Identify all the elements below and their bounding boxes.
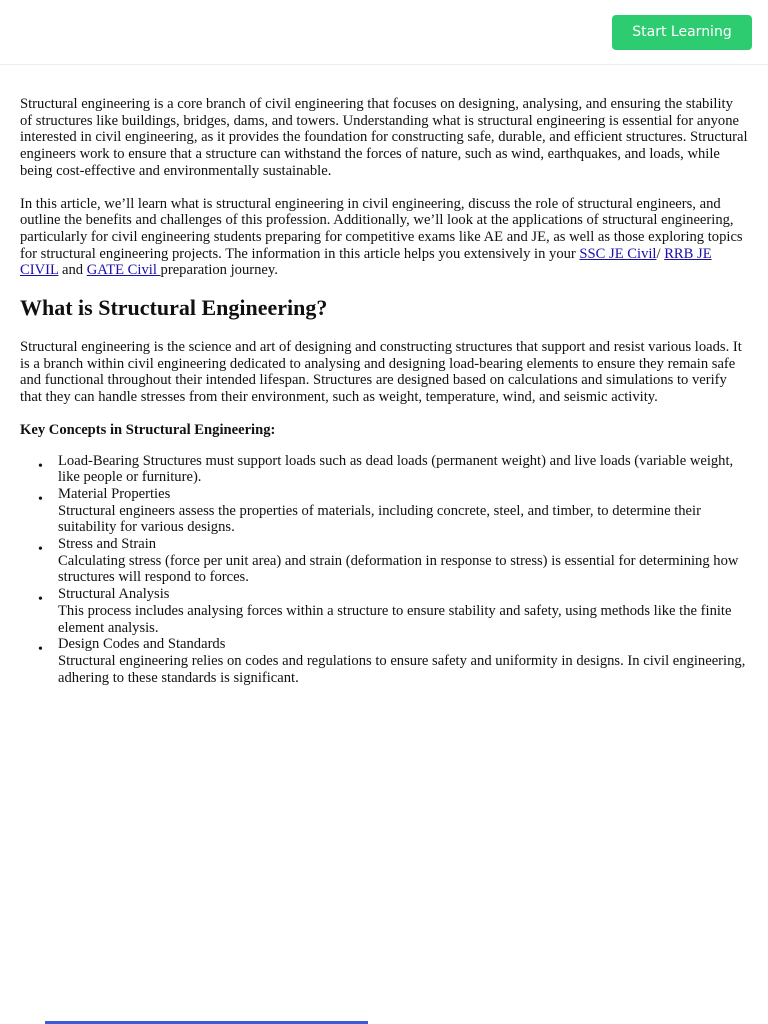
list-item xyxy=(20,486,748,536)
intro-paragraph-1: Structural engineering is a core branch of civil engineering that focuses on designing, analysing, and ensuring the stability of structures like buildings, bridges, dams, and towers. Understanding what is structural engineering is essential for anyone interested in civil engineering, as it provides the foundation for constructing safe, durable, and efficient structures. Structural engineers work to ensure that a structure can withstand the forces of nature, such as wind, earthquakes, and loads, while being cost-effective and environmentally sustainable. xyxy=(20,96,748,179)
list-item-title: Design Codes and Standards xyxy=(58,636,226,653)
list-item-body: Structural engineers assess the properties of materials, including concrete, steel, and timber, to determine their suitability for various designs. xyxy=(58,502,701,536)
list-item-title: Material Properties xyxy=(58,485,171,502)
bullet-icon: • xyxy=(38,458,43,474)
gate-civil-link[interactable]: GATE Civil xyxy=(86,262,161,279)
section-heading: What is Structural Engineering? xyxy=(20,295,328,321)
bullet-icon: • xyxy=(38,642,43,658)
list-item-body: Calculating stress (force per unit area) and strain (deformation in response to stress) is essential for determining how structures will respond to forces. xyxy=(58,552,739,586)
bullet-icon: • xyxy=(38,491,43,507)
rrb-je-civil-link[interactable]: RRB JE CIVIL xyxy=(20,245,712,279)
key-concepts-list xyxy=(20,453,748,687)
list-item xyxy=(20,586,748,636)
list-item xyxy=(20,453,748,486)
list-item-title: Load-Bearing Structures must support loads such as dead loads (permanent weight) and live loads (variable weight, like people or furniture). xyxy=(58,452,734,486)
list-item-title: Structural Analysis xyxy=(58,586,170,603)
list-item xyxy=(20,636,748,686)
list-item-body: This process includes analysing forces within a structure to ensure stability and safety, using methods like the finite element analysis. xyxy=(58,602,732,636)
list-item-body: Structural engineering relies on codes and regulations to ensure safety and uniformity in designs. In civil engineering, adhering to these standards is significant. xyxy=(58,652,746,686)
section-paragraph: Structural engineering is the science and art of designing and constructing structures that support and resist various loads. It is a branch within civil engineering dedicated to analysing and designing load-bearing elements to ensure they remain safe and functional throughout their intended lifespan. Structures are designed based on calculations and simulations to verify that they can handle stresses from their environment, such as weight, temperature, wind, and seismic activity. xyxy=(20,339,742,406)
article-content xyxy=(20,96,748,686)
start-learning-button[interactable]: Start Learning xyxy=(612,15,752,50)
separator-slash: / xyxy=(656,245,665,262)
bullet-icon: • xyxy=(38,542,43,558)
list-item xyxy=(20,536,748,586)
list-item-title: Stress and Strain xyxy=(58,536,157,553)
ssc-je-civil-link[interactable]: SSC JE Civil xyxy=(579,245,657,262)
intro-paragraph-2-end: preparation journey. xyxy=(160,262,278,279)
intro-paragraph-2 xyxy=(20,196,748,280)
key-concepts-heading: Key Concepts in Structural Engineering: xyxy=(20,421,276,438)
bullet-icon: • xyxy=(38,592,43,608)
intro-paragraph-2-text: In this article, we’ll learn what is structural engineering in civil engineering, discuss the role of structural engineers, and outline the benefits and challenges of this profession. Additionally, we’ll look at the applications of structural engineering, particularly for civil engineering students preparing for competitive exams like AE and JE, as well as those exploring topics for structural engineering projects. The information in this article helps you extensively in your xyxy=(20,195,743,262)
separator-and: and xyxy=(58,262,87,279)
top-bar xyxy=(0,0,768,65)
